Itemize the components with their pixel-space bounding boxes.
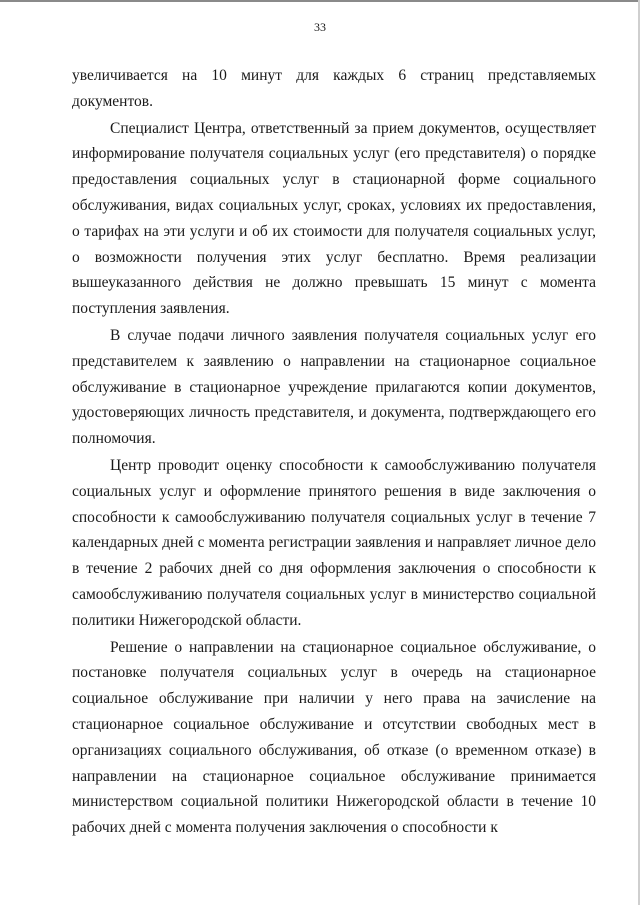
paragraph-self-care-assessment: Центр проводит оценку способности к самообслуживанию получателя социальных услуг и оформление принятого решения в виде заключения о способности к самообслуживанию получателя социальных услуг в течение 7 календарных дней с момента регистрации заявления и направляет личное дело в течение 2 рабочих дней со дня оформления заключения о способности к самообслуживанию получателя социальных услуг в министерство социальной политики Нижегородской области. (72, 456, 596, 629)
paragraph-representative-application: В случае подачи личного заявления получателя социальных услуг его представителем к заявлению о направлении на стационарное социальное обслуживание в стационарное учреждение прилагаются копии документов, удостоверяющих личность представителя, и документа, подтверждающего его полномочия. (72, 326, 596, 448)
scan-top-edge (0, 0, 640, 2)
document-body (72, 63, 596, 841)
page-number: 33 (314, 20, 326, 34)
paragraph-referral-decision: Решение о направлении на стационарное социальное обслуживание, о постановке получателя социальных услуг в очередь на стационарное социальное обслуживание при наличии у него права на зачисление на стационарное социальное обслуживание и отсутствии свободных мест в организациях социального обслуживания, об отказе (о временном отказе) в направлении на стационарное социальное обслуживание принимается министерством социальной политики Нижегородской области в течение 10 рабочих дней с момента получения заключения о способности к (72, 638, 596, 837)
paragraph-specialist-informing: Специалист Центра, ответственный за прием документов, осуществляет информирование получателя социальных услуг (его представителя) о порядке предоставления социальных услуг в стационарной форме социального обслуживания, видах социальных услуг, сроках, условиях их предоставления, о тарифах на эти услуги и об их стоимости для получателя социальных услуг, о возможности получения этих услуг бесплатно. Время реализации вышеуказанного действия не должно превышать 15 минут с момента поступления заявления. (72, 119, 596, 318)
paragraph-continuation: увеличивается на 10 минут для каждых 6 страниц представляемых документов. (72, 67, 596, 110)
